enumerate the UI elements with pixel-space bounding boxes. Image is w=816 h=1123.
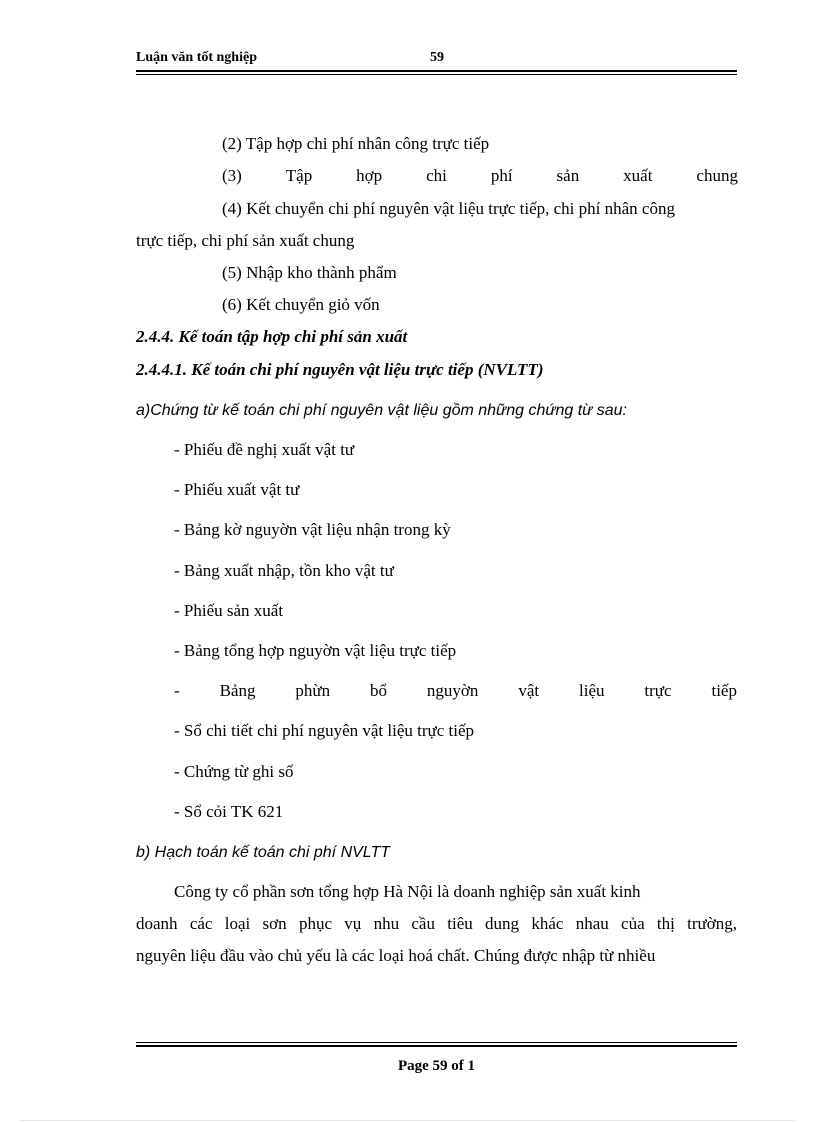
paragraph-text: Công ty cổ phần sơn tổng hợp Hà Nội là doanh nghiệp sản xuất kinh (174, 882, 641, 901)
item-3-word: phí (490, 166, 513, 185)
doc-word: bổ (370, 681, 387, 700)
paragraph-line-3: nguyên liệu đầu vào chủ yếu là các loại hoá chất. Chúng được nhập từ nhiều (136, 946, 656, 965)
page-footer: Page 59 of 1 (397, 1058, 476, 1074)
doc-item: - Sổ chi tiết chi phí nguyên vật liệu trực tiếp (174, 721, 475, 740)
doc-item: - Chứng từ ghi sổ (174, 762, 294, 781)
header-rule-top (136, 70, 737, 72)
item-3-word: (3) (222, 166, 242, 185)
doc-word: trực (644, 681, 672, 700)
item-6: (6) Kết chuyển giỏ vốn (222, 295, 380, 314)
header-rule-bottom (136, 74, 737, 75)
item-3-word: chung (696, 166, 738, 185)
doc-item: - Phiếu xuất vật tư (174, 480, 300, 499)
item-4-line1: (4) Kết chuyển chi phí nguyên vật liệu trực tiếp, chi phí nhân công (222, 199, 675, 218)
page-edge-divider (20, 1120, 796, 1121)
doc-item: - Sổ cỏi TK 621 (174, 802, 284, 821)
doc-word: vật (518, 681, 540, 700)
item-3-word: Tập (285, 166, 313, 185)
doc-item: - Phiếu sản xuất (174, 601, 284, 620)
doc-item-justified (174, 681, 737, 701)
footer-rule-bottom (136, 1045, 737, 1047)
doc-item: - Bảng xuất nhập, tồn kho vật tư (174, 561, 394, 580)
item-3-word: sản (556, 166, 580, 185)
doc-word: Bảng (219, 681, 256, 700)
section-b-title: b) Hạch toán kế toán chi phí NVLTT (136, 844, 391, 861)
footer-rule-top (136, 1042, 737, 1043)
heading-2-4-4-1: 2.4.4.1. Kế toán chi phí nguyên vật liệu trực tiếp (NVLTT) (136, 360, 544, 379)
doc-item: - Bảng kờ nguyờn vật liệu nhận trong kỳ (174, 520, 451, 539)
doc-word: liệu (579, 681, 605, 700)
doc-word: tiếp (711, 681, 737, 700)
item-5: (5) Nhập kho thành phẩm (222, 263, 397, 282)
item-3 (222, 166, 738, 186)
doc-item: - Bảng tổng hợp nguyờn vật liệu trực tiếp (174, 641, 457, 660)
item-2: (2) Tập hợp chi phí nhân công trực tiếp (222, 134, 490, 153)
doc-word: - (174, 681, 180, 700)
item-3-word: xuất (623, 166, 653, 185)
item-3-word: chi (426, 166, 447, 185)
item-3-word: hợp (356, 166, 383, 185)
doc-word: phừn (295, 681, 331, 700)
header-title: Luận văn tốt nghiệp (136, 50, 257, 65)
doc-word: nguyờn (426, 681, 479, 700)
paragraph-line-1 (174, 882, 737, 902)
paragraph-line-2: doanh các loại sơn phục vụ nhu cầu tiêu dung khác nhau của thị trường, (136, 914, 737, 933)
section-a-title: a)Chứng từ kế toán chi phí nguyên vật liệu gồm những chứng từ sau: (136, 402, 627, 419)
header-page-number: 59 (430, 50, 444, 65)
doc-item: - Phiếu đề nghị xuất vật tư (174, 440, 355, 459)
heading-2-4-4: 2.4.4. Kế toán tập hợp chi phí sản xuất (136, 327, 408, 346)
item-4-line2: trực tiếp, chi phí sản xuất chung (136, 231, 355, 250)
